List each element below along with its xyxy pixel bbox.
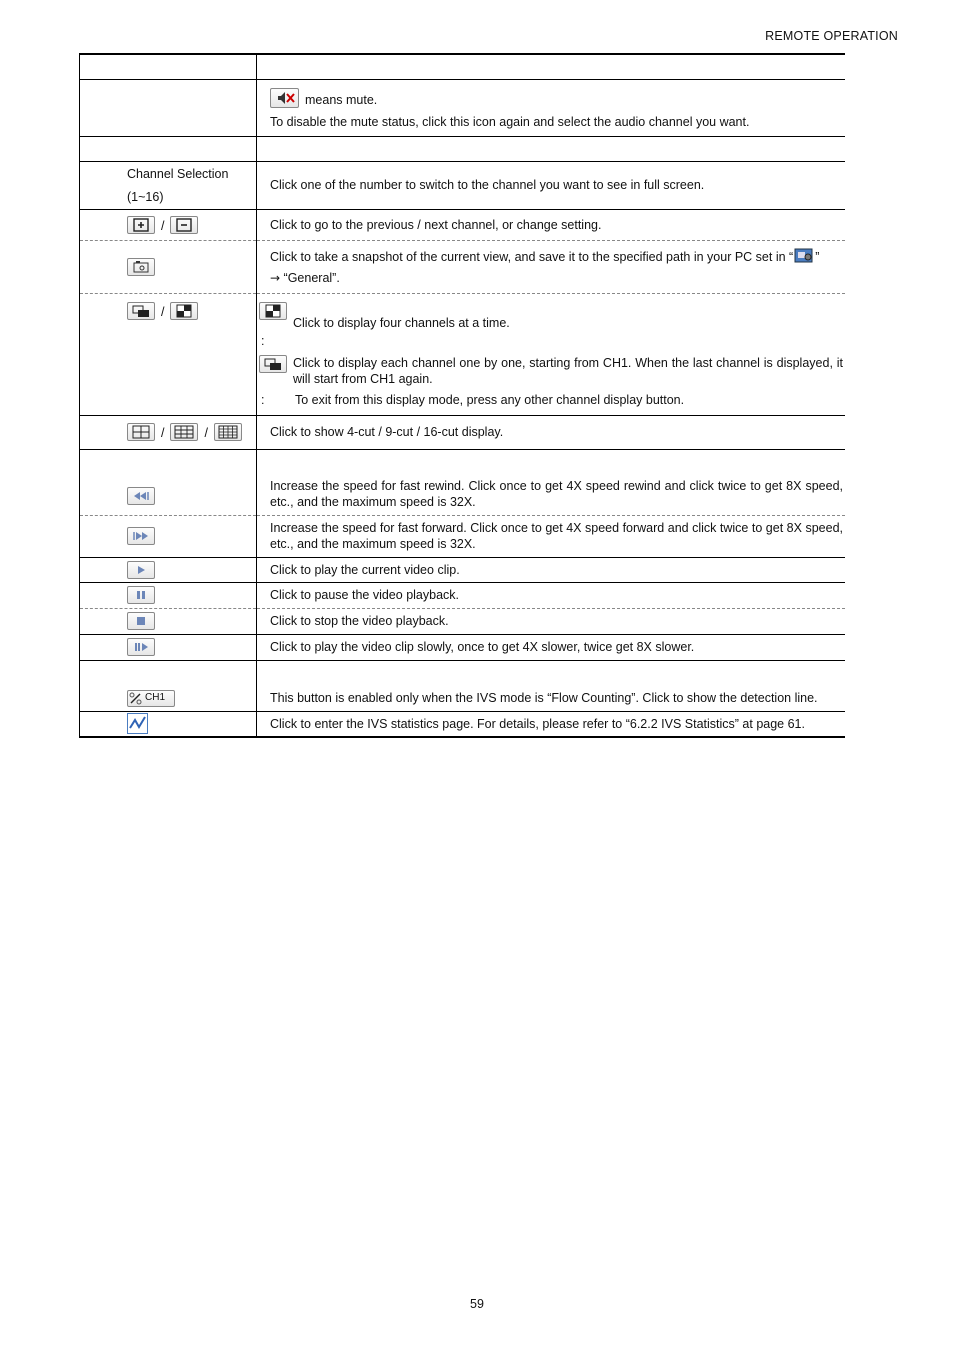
snapshot-text: Click to take a snapshot of the current view, and save it to the specified path in your PC set in “ — [270, 250, 794, 264]
table-row — [80, 634, 846, 660]
table-row — [80, 660, 846, 711]
exit-description: To exit from this display mode, press any other channel display button. — [295, 392, 685, 407]
table-row — [80, 515, 846, 557]
snapshot-icon[interactable] — [127, 258, 155, 276]
settings-icon — [794, 247, 814, 265]
slow-description: Click to play the video clip slowly, once to get 4X slower, twice get 8X slower. — [257, 634, 846, 660]
cuts-description: Click to show 4-cut / 9-cut / 16-cut display. — [257, 415, 846, 449]
table-row: / Click to go to the previous / next channel, or change setting. — [80, 209, 846, 240]
play-icon[interactable] — [127, 561, 155, 579]
table-row — [80, 557, 846, 582]
quad-icon[interactable] — [170, 302, 198, 320]
table-row — [80, 608, 846, 634]
table-row — [80, 711, 846, 737]
slow-icon[interactable] — [127, 638, 155, 656]
page-header: REMOTE OPERATION — [765, 29, 898, 43]
rewind-icon[interactable] — [127, 487, 155, 505]
prevnext-description: Click to go to the previous / next channel, or change setting. — [257, 209, 846, 240]
16-cut-icon[interactable] — [214, 423, 242, 441]
stop-description: Click to stop the video playback. — [257, 608, 846, 634]
ivs-line-description: This button is enabled only when the IVS mode is “Flow Counting”. Click to show the detection line. — [257, 660, 846, 711]
table-row: Click to take a snapshot of the current view, and save it to the specified path in your PC set in “ ” → “General”. — [80, 240, 846, 293]
pause-icon[interactable] — [127, 586, 155, 604]
table-row — [80, 582, 846, 608]
fast-forward-icon[interactable] — [127, 527, 155, 545]
ivs-stats-description: Click to enter the IVS statistics page. For details, please refer to “6.2.2 IVS Statistics” at page 61. — [257, 711, 846, 737]
quad-icon — [259, 302, 287, 320]
plus-icon[interactable] — [127, 216, 155, 234]
snapshot-path: “General”. — [283, 271, 340, 285]
table-row — [80, 79, 846, 136]
mute-text: means mute. — [305, 92, 378, 107]
channel-selection-label: Channel Selection — [127, 166, 229, 181]
spec-table — [79, 53, 845, 738]
channel-range-label: (1~16) — [127, 189, 164, 204]
rewind-description: Increase the speed for fast rewind. Click once to get 4X speed rewind and click twice to get 8X speed, etc., and the maximum speed is 32X. — [257, 449, 846, 515]
sequence-icon[interactable] — [127, 302, 155, 320]
minus-icon[interactable] — [170, 216, 198, 234]
statistics-icon[interactable] — [127, 713, 148, 734]
table-row — [80, 161, 846, 209]
9-cut-icon[interactable] — [170, 423, 198, 441]
table-row — [80, 449, 846, 515]
4-cut-icon[interactable] — [127, 423, 155, 441]
quad-description: Click to display four channels at a time. — [293, 315, 510, 330]
sequence-icon — [259, 355, 287, 373]
channel-description: Click one of the number to switch to the channel you want to see in full screen. — [257, 161, 846, 209]
sequence-description: Click to display each channel one by one, starting from CH1. When the last channel is displayed, it will start from CH1 again. — [293, 355, 843, 386]
stop-icon[interactable] — [127, 612, 155, 630]
pause-description: Click to pause the video playback. — [257, 582, 846, 608]
mute-icon[interactable] — [270, 88, 299, 108]
detection-line-icon[interactable]: CH1 — [127, 690, 175, 707]
table-row: / / Click to show 4-cut / 9-cut / 16-cut display. — [80, 415, 846, 449]
play-description: Click to play the current video clip. — [257, 557, 846, 582]
mute-description: To disable the mute status, click this icon again and select the audio channel you want. — [270, 114, 750, 129]
page-number: 59 — [470, 1297, 484, 1311]
table-row: / Click to display four channels at a time. : Click to display each channel one by one, starting from CH1. When the last channel is displayed, it will start from CH1 again. : To exit from this display mode, press any other channel display button. — [80, 293, 846, 415]
forward-description: Increase the speed for fast forward. Click once to get 4X speed forward and click twice to get 8X speed, etc., and the maximum speed is 32X. — [257, 515, 846, 557]
